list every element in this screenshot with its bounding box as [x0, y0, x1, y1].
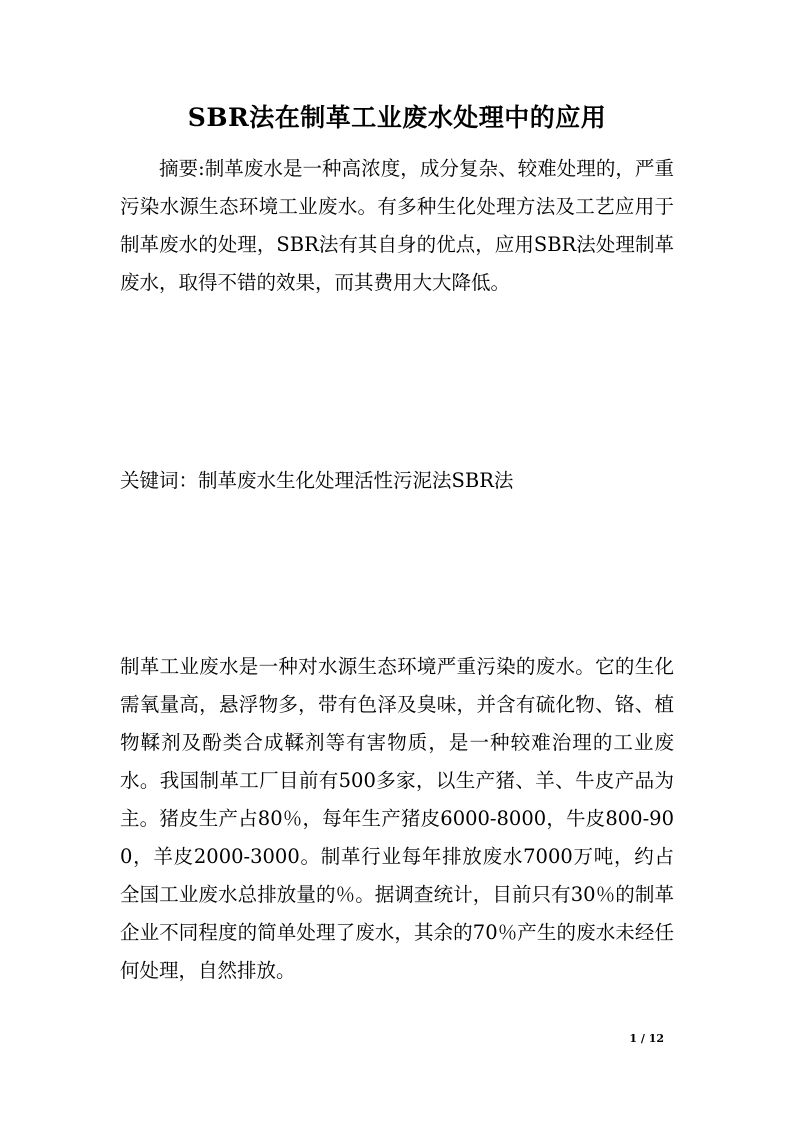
page-number: 1 / 12: [629, 1032, 664, 1045]
keywords-paragraph: 关键词：制革废水生化处理活性污泥法SBR法: [120, 469, 514, 492]
abstract-paragraph: 摘要:制革废水是一种高浓度，成分复杂、较难处理的，严重污染水源生态环境工业废水。有多种生化处理方法及工艺应用于制革废水的处理，SBR法有其自身的优点，应用SBR法处理制革废水，取得不错的效果，而其费用大大降低。: [120, 157, 674, 294]
document-title: SBR法在制革工业废水处理中的应用: [187, 103, 607, 132]
body-paragraph: 制革工业废水是一种对水源生态环境严重污染的废水。它的生化需氧量高，悬浮物多，带有色泽及臭味，并含有硫化物、铬、植物鞣剂及酚类合成鞣剂等有害物质，是一种较难治理的工业废水。我国制革工厂目前有500多家，以生产猪、羊、牛皮产品为主。猪皮生产占80％，每年生产猪皮6000-8000，牛皮800-900，羊皮2000-3000。制革行业每年排放废水7000万吨，约占全国工业废水总排放量的％。据调查统计，目前只有30％的制革企业不同程度的简单处理了废水，其余的70％产生的废水未经任何处理，自然排放。: [120, 655, 674, 982]
